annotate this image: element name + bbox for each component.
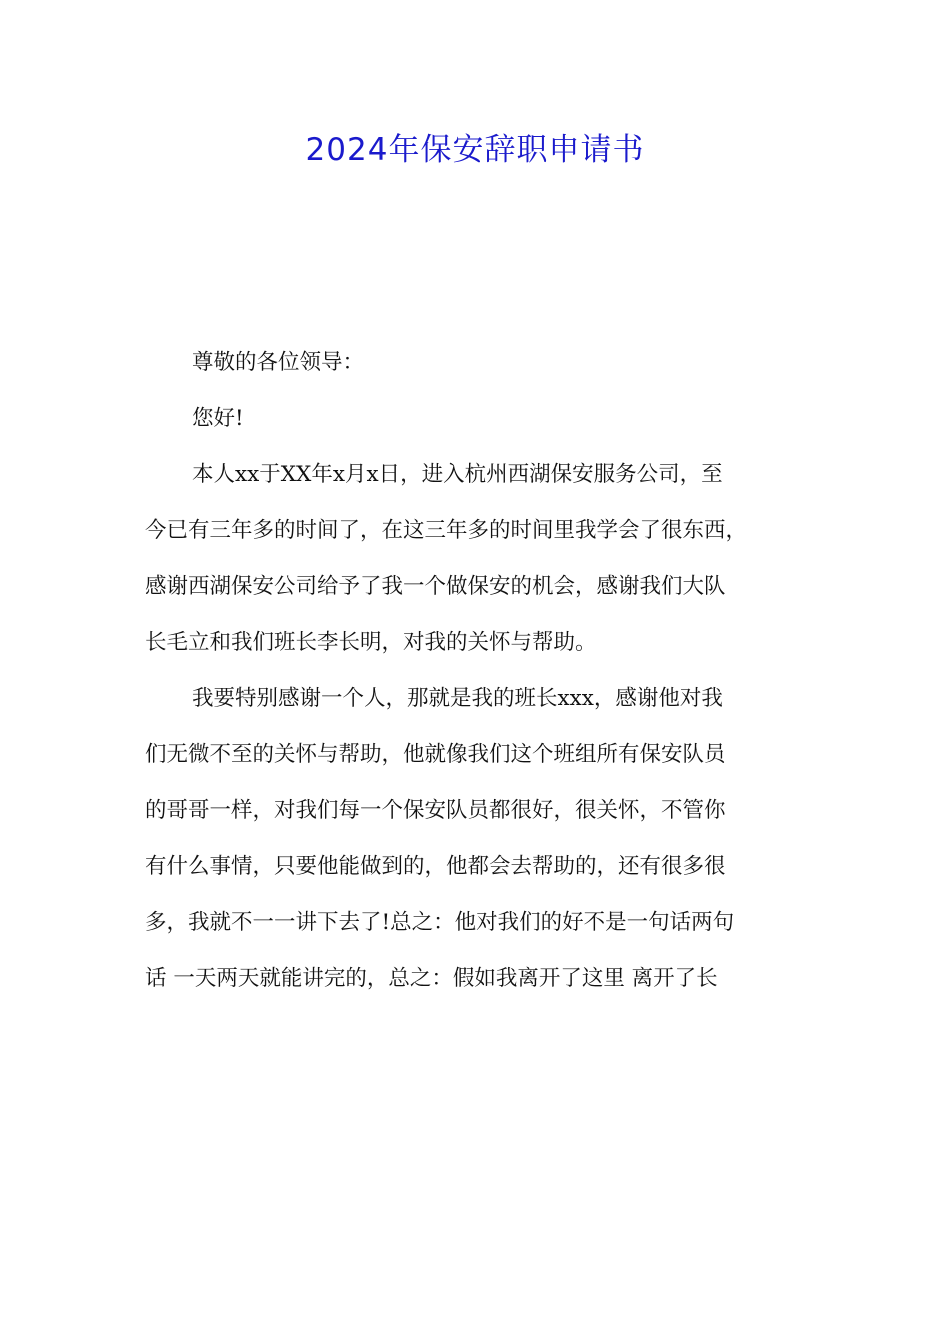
paragraph-line: 我要特别感谢一个人，那就是我的班长xxx，感谢他对我 [192,686,723,711]
paragraph-line: 今已有三年多的时间了，在这三年多的时间里我学会了很东西， [145,518,748,543]
paragraph-1 [145,447,815,671]
paragraph-line: 有什么事情，只要他能做到的，他都会去帮助的，还有很多很 [145,854,726,879]
paragraph-line: 的哥哥一样，对我们每一个保安队员都很好，很关怀，不管你 [145,798,726,823]
salutation: 尊敬的各位领导： [192,350,365,375]
document-title: 2024年保安辞职申请书 [305,132,645,168]
paragraph-line: 话 一天两天就能讲完的，总之：假如我离开了这里 离开了长 [145,966,718,991]
paragraph-line: 们无微不至的关怀与帮助，他就像我们这个班组所有保安队员 [145,742,726,767]
document-body [145,335,815,1007]
paragraph-line: 多，我就不一一讲下去了!总之：他对我们的好不是一句话两句 [145,910,735,935]
paragraph-line: 长毛立和我们班长李长明，对我的关怀与帮助。 [145,630,597,655]
paragraph-2 [145,671,815,1007]
paragraph-line: 本人xx于XX年x月x日，进入杭州西湖保安服务公司，至 [192,462,723,487]
greeting: 您好! [192,406,244,431]
paragraph-line: 感谢西湖保安公司给予了我一个做保安的机会，感谢我们大队 [145,574,726,599]
